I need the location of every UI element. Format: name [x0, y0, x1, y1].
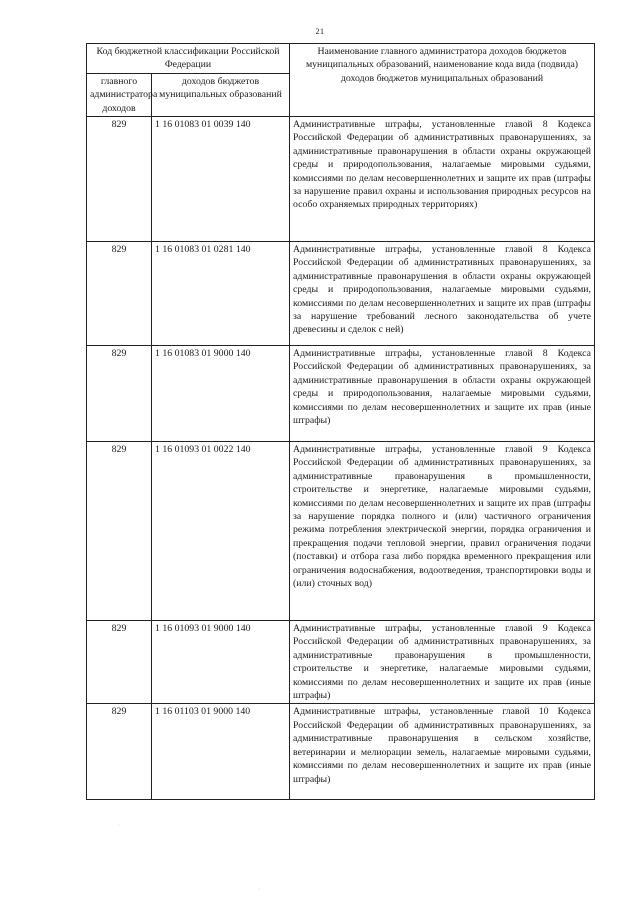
table-row [87, 442, 595, 621]
description-cell: Административные штрафы, установленные главой 8 Кодекса Российской Федерации об административных правонарушениях, за административные правонарушения в области охраны окружающей среды и природопользования, налагаемые мировыми судьями, комиссиями по делам несовершеннолетних и защите их прав (штрафы за нарушение требований лесного законодательства об учете древесины и сделок с ней) [290, 242, 595, 346]
admin-code-cell: 829 [87, 242, 152, 346]
header-income-code: доходов бюджетов муниципальных образований [152, 73, 290, 116]
description-cell: Административные штрафы, установленные главой 9 Кодекса Российской Федерации об административных правонарушениях, за административные правонарушения в промышленности, строительстве и энергетике, налагаемые мировыми судьями, комиссиями по делам несовершеннолетних и защите их прав (иные штрафы) [290, 621, 595, 704]
income-code-cell: 1 16 01083 01 0281 140 [152, 242, 290, 346]
table-row [87, 621, 595, 704]
header-budget-code: Код бюджетной классификации Российской Федерации [87, 44, 290, 74]
description-cell: Административные штрафы, установленные главой 8 Кодекса Российской Федерации об административных правонарушениях, за административные правонарушения в области охраны окружающей среды и природопользования, налагаемые мировыми судьями, комиссиями по делам несовершеннолетних и защите их прав (иные штрафы) [290, 346, 595, 442]
income-code-cell: 1 16 01103 01 9000 140 [152, 704, 290, 800]
description-cell: Административные штрафы, установленные главой 10 Кодекса Российской Федерации об административных правонарушениях, за административные правонарушения в сельском хозяйстве, ветеринарии и мелиорации земель, налагаемые мировыми судьями, комиссиями по делам несовершеннолетних и защите их прав (иные штрафы) [290, 704, 595, 800]
scan-speck: · [118, 823, 120, 829]
description-cell: Административные штрафы, установленные главой 9 Кодекса Российской Федерации об административных правонарушениях, за административные правонарушения в промышленности, строительстве и энергетике, налагаемые мировыми судьями, комиссиями по делам несовершеннолетних и защите их прав (штрафы за нарушение порядка полного и (или) частичного ограничения режима потребления электрической энергии, порядка ограничения и прекращения подачи тепловой энергии, правил ограничения подачи (поставки) и отбора газа либо порядка временного прекращения или ограничения водоснабжения, водоотведения, транспортировки воды и (или) сточных вод) [290, 442, 595, 621]
admin-code-cell: 829 [87, 442, 152, 621]
header-admin-code: главного администратора доходов [87, 73, 152, 116]
admin-code-cell: 829 [87, 621, 152, 704]
income-code-cell: 1 16 01093 01 9000 140 [152, 621, 290, 704]
table-row [87, 242, 595, 346]
scan-speck: · [258, 886, 260, 892]
table-header-row [87, 44, 595, 74]
table-row [87, 704, 595, 800]
description-cell: Административные штрафы, установленные главой 8 Кодекса Российской Федерации об административных правонарушениях, за административные правонарушения в области охраны окружающей среды и природопользования, налагаемые мировыми судьями, комиссиями по делам несовершеннолетних и защите их прав (штрафы за нарушение правил охраны и использования природных ресурсов на особо охраняемых природных территориях) [290, 117, 595, 242]
income-code-cell: 1 16 01083 01 0039 140 [152, 117, 290, 242]
income-code-cell: 1 16 01093 01 0022 140 [152, 442, 290, 621]
admin-code-cell: 829 [87, 704, 152, 800]
table-row [87, 117, 595, 242]
budget-classification-table [86, 43, 595, 800]
admin-code-cell: 829 [87, 117, 152, 242]
income-code-cell: 1 16 01083 01 9000 140 [152, 346, 290, 442]
table-row [87, 346, 595, 442]
header-name: Наименование главного администратора доходов бюджетов муниципальных образований, наименование кода вида (подвида) доходов бюджетов муниципальных образований [290, 44, 595, 117]
page-number: 21 [315, 27, 325, 36]
admin-code-cell: 829 [87, 346, 152, 442]
